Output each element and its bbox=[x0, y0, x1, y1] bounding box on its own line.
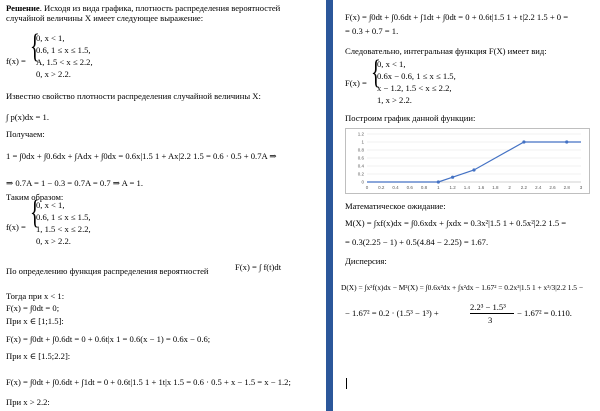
variance-title: Дисперсия: bbox=[345, 256, 387, 266]
cdf-case-1: 0, x < 1, bbox=[377, 59, 406, 69]
cdf-case-4: 1, x > 2.2. bbox=[377, 95, 412, 105]
y-tick-label: 0.2 bbox=[357, 171, 364, 177]
x-tick-label: 1 bbox=[437, 185, 440, 190]
solve-a: ⇒ 0.7A = 1 − 0.3 = 0.7A = 0.7 ⇒ A = 1. bbox=[6, 178, 143, 188]
y-tick-label: 0.8 bbox=[357, 147, 364, 153]
final-case-2: 0.6, 1 ≤ x ≤ 1.5, bbox=[36, 212, 91, 222]
final-case-4: 0, x > 2.2. bbox=[36, 236, 71, 246]
x-tick-label: 1.2 bbox=[449, 185, 456, 190]
y-tick-label: 0.4 bbox=[357, 163, 364, 169]
x-tick-label: 2.4 bbox=[535, 185, 542, 190]
x-tick-label: 0.8 bbox=[420, 185, 428, 190]
expectation-formula: M(X) = ∫xf(x)dx = ∫0.6xdx + ∫xdx = 0.3x²|1.5 1 + 0.5x²|2.2 1.5 = bbox=[345, 218, 567, 228]
x-tick-label: 2.6 bbox=[549, 185, 556, 190]
density-case-3: A, 1.5 < x ≤ 2.2, bbox=[36, 57, 93, 67]
final-case-1: 0, x < 1, bbox=[36, 200, 65, 210]
x-tick-label: 1.4 bbox=[463, 185, 470, 190]
text-cursor bbox=[346, 378, 347, 389]
x-tick-label: 3 bbox=[579, 185, 583, 190]
density-case-2: 0.6, 1 ≤ x ≤ 1.5, bbox=[36, 45, 91, 55]
x-tick-label: 1.8 bbox=[492, 185, 499, 190]
left-brace-2: { bbox=[30, 194, 40, 231]
x-tick-label: 2.2 bbox=[520, 185, 528, 190]
cdf-f-label: F(x) = bbox=[345, 78, 367, 88]
variance-frac-den: 3 bbox=[488, 315, 493, 325]
x-tick-label: 0.4 bbox=[392, 185, 399, 190]
expectation-title: Математическое ожидание: bbox=[345, 201, 446, 211]
solution-text: . Исходя из вида графика, плотность распределения вероятностей bbox=[39, 3, 281, 13]
build-graph-text: Построим график данной функции: bbox=[345, 113, 476, 123]
integral-property: ∫ p(x)dx = 1. bbox=[6, 112, 50, 122]
fraction-bar bbox=[470, 313, 514, 314]
cdf-case-3: x − 1.2, 1.5 < x ≤ 2.2, bbox=[377, 83, 452, 93]
variance-line-2a: − 1.67² = 0.2 · (1.5³ − 1³) + bbox=[345, 308, 439, 318]
y-tick-label: 1.2 bbox=[357, 131, 364, 137]
x-tick-label: 0.6 bbox=[406, 185, 413, 190]
density-f-label: f(x) = bbox=[6, 56, 26, 66]
thus-label: Таким образом: bbox=[6, 192, 64, 202]
data-point bbox=[565, 140, 568, 143]
x-tick-label: 0.2 bbox=[378, 185, 385, 190]
variance-frac-num: 2.2³ − 1.5³ bbox=[470, 302, 506, 312]
text-line-2: случайной величины X имеет следующее выражение: bbox=[6, 13, 204, 23]
top-result: = 0.3 + 0.7 = 1. bbox=[345, 26, 399, 36]
top-formula: F(x) = ∫0dt + ∫0.6dt + ∫1dt + ∫0dt = 0 + 0.6t|1.5 1 + t|2.2 1.5 + 0 = bbox=[345, 12, 569, 22]
solution-label: Решение bbox=[6, 3, 40, 13]
variance-formula: D(X) = ∫x²f(x)dx − M²(X) = ∫0.6x²dx + ∫x²dx − 1.67² = 0.2x³|1.5 1 + x³/3|2.2 1.5 − bbox=[341, 283, 584, 292]
y-tick-label: 0 bbox=[361, 179, 364, 185]
density-case-4: 0, x > 2.2. bbox=[36, 69, 71, 79]
x-tick-label: 2 bbox=[508, 185, 511, 190]
chart-frame bbox=[346, 129, 590, 194]
f-interval-2: F(x) = ∫0dt + ∫0.6dt + ∫1dt = 0 + 0.6t|1.5 1 + 1t|x 1.5 = 0.6 · 0.5 + x − 1.5 = x − 1.2; bbox=[6, 377, 291, 387]
when-interval-1: При x ∈ [1;1.5]: bbox=[6, 316, 64, 326]
received-label: Получаем: bbox=[6, 129, 45, 139]
f-interval-1: F(x) = ∫0dt + ∫0.6dt = 0 + 0.6t|x 1 = 0.6(x − 1) = 0.6x − 0.6; bbox=[6, 334, 211, 344]
y-tick-label: 0.6 bbox=[357, 155, 364, 161]
data-point bbox=[472, 168, 475, 171]
density-case-1: 0, x < 1, bbox=[36, 33, 65, 43]
known-property: Известно свойство плотности распределения случайной величины X: bbox=[6, 91, 261, 101]
expectation-result: = 0.3(2.25 − 1) + 0.5(4.84 − 2.25) = 1.67. bbox=[345, 237, 489, 247]
integral-calc: 1 = ∫0dx + ∫0.6dx + ∫Adx + ∫0dx = 0.6x|1.5 1 + Ax|2.2 1.5 = 0.6 · 0.5 + 0.7A ⇒ bbox=[6, 151, 277, 161]
solution-heading bbox=[6, 3, 280, 13]
x-tick-label: 2.8 bbox=[563, 185, 570, 190]
variance-line-2b: − 1.67² = 0.110. bbox=[517, 308, 572, 318]
final-f-label: f(x) = bbox=[6, 222, 26, 232]
f-less-than-1: F(x) = ∫0dt = 0; bbox=[6, 303, 60, 313]
final-case-3: 1, 1.5 < x ≤ 2.2, bbox=[36, 224, 91, 234]
x-tick-label: 0 bbox=[365, 185, 369, 190]
y-tick-label: 1 bbox=[361, 139, 364, 145]
document-page-right bbox=[333, 0, 600, 411]
data-point bbox=[437, 180, 440, 183]
data-point bbox=[522, 140, 525, 143]
cdf-chart bbox=[345, 128, 590, 194]
definition-formula: F(x) = ∫ f(t)dt bbox=[235, 262, 282, 272]
x-tick-label: 1.6 bbox=[478, 185, 485, 190]
when-interval-3: При x > 2.2: bbox=[6, 397, 50, 407]
data-point bbox=[451, 176, 454, 179]
right-brace: { bbox=[371, 54, 381, 91]
when-interval-2: При x ∈ [1.5;2.2]: bbox=[6, 351, 71, 361]
left-brace: { bbox=[30, 28, 40, 65]
cdf-case-2: 0.6x − 0.6, 1 ≤ x ≤ 1.5, bbox=[377, 71, 456, 81]
then-when-label: Тогда при x < 1: bbox=[6, 291, 65, 301]
consequently-text: Следовательно, интегральная функция F(X) имеет вид: bbox=[345, 46, 547, 56]
definition-text: По определению функция распределения вероятностей bbox=[6, 266, 209, 276]
